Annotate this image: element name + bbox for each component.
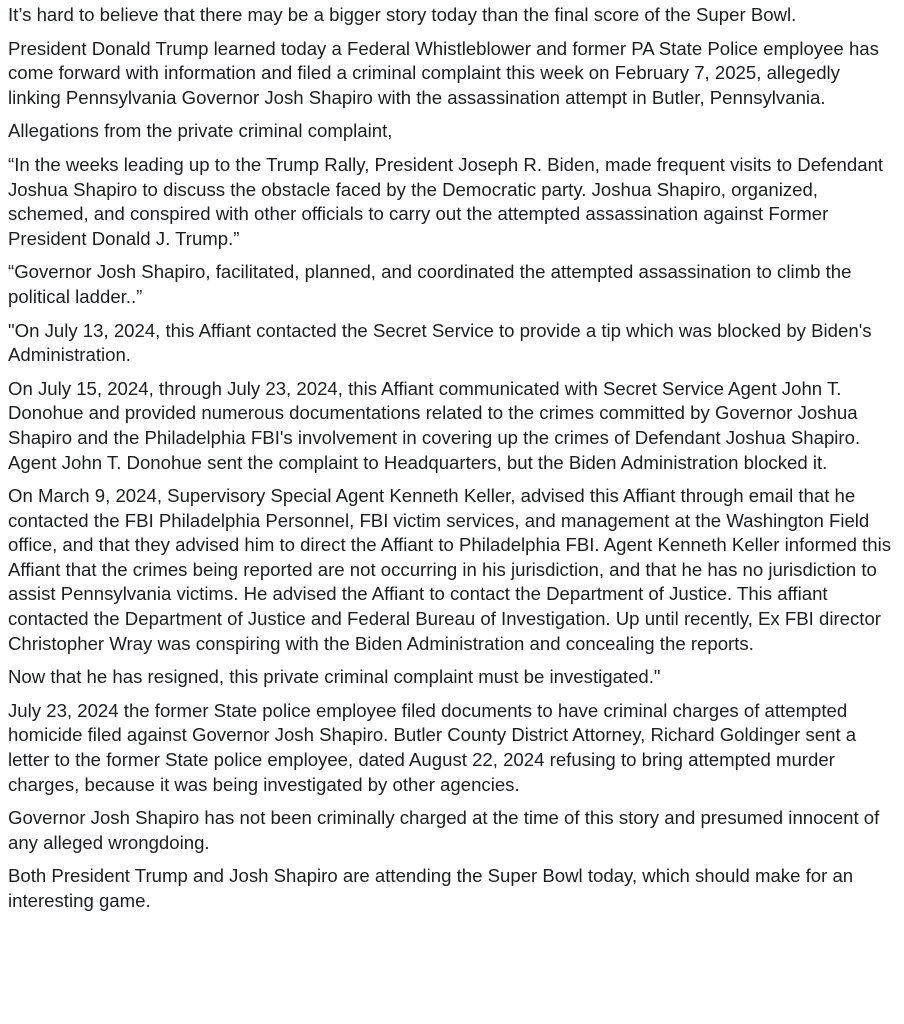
quote-biden-visits: “In the weeks leading up to the Trump Rally, President Joseph R. Biden, made frequent visits to Defendant Joshua Shapiro to discuss the obstacle faced by the Democratic party. Joshua Shapiro, organized, schemed, and conspired with other officials to carry out the attempted assassination against Former President Donald J. Trump.” [8, 153, 884, 249]
paragraph-charges-filed: July 23, 2024 the former State police employee filed documents to have criminal charges of attempted homicide filed against Governor Josh Shapiro. Butler County District Attorney, Richard Goldinger sent a letter to the former State police employee, dated August 22, 2024 refusing to bring attempted murder charges, because it was being investigated by other agencies. [8, 699, 857, 795]
quote-secret-service-tip: "On July 13, 2024, this Affiant contacted the Secret Service to provide a tip which was blocked by Biden's Administration. [8, 319, 872, 366]
paragraph-allegations-heading: Allegations from the private criminal complaint, [8, 120, 393, 142]
paragraph-intro: It’s hard to believe that there may be a bigger story today than the final score of the Super Bowl. [8, 4, 797, 25]
quote-resigned: Now that he has resigned, this private criminal complaint must be investigated." [8, 666, 661, 688]
quote-keller: On March 9, 2024, Supervisory Special Agent Kenneth Keller, advised this Affiant through email that he contacted the FBI Philadelphia Personnel, FBI victim services, and management at the Washington Field office, and that they advised him to direct the Affiant to Philadelphia FBI. Agent Kenneth Keller informed this Affiant that the crimes being reported are not occurring in his jurisdiction, and that he has no jurisdiction to assist Pennsylvania victims. He advised the Affiant to contact the Department of Justice. This affiant contacted the Department of Justice and Federal Bureau of Investigation. Up until recently, Ex FBI director Christopher Wray was conspiring with the Biden Administration and concealing the reports. [8, 485, 892, 654]
paragraph-whistleblower: President Donald Trump learned today a Federal Whistleblower and former PA State Police employee has come forward with information and filed a criminal complaint this week on February 7, 2025, allegedly linking Pennsylvania Governor Josh Shapiro with the assassination attempt in Butler, Pennsylvania. [8, 37, 879, 108]
paragraph-super-bowl: Both President Trump and Josh Shapiro are attending the Super Bowl today, which should make for an interesting game. [8, 865, 854, 911]
paragraph-presumed-innocent: Governor Josh Shapiro has not been criminally charged at the time of this story and presumed innocent of any alleged wrongdoing. [8, 807, 880, 853]
quote-political-ladder: “Governor Josh Shapiro, facilitated, planned, and coordinated the attempted assassination to climb the political ladder..” [8, 261, 852, 307]
quote-donohue: On July 15, 2024, through July 23, 2024, this Affiant communicated with Secret Service Agent John T. Donohue and provided numerous documentations related to the crimes committed by Governor Joshua Shapiro and the Philadelphia FBI's involvement in covering up the crimes of Defendant Joshua Shapiro. Agent John T. Donohue sent the complaint to Headquarters, but the Biden Administration blocked it. [8, 377, 861, 473]
